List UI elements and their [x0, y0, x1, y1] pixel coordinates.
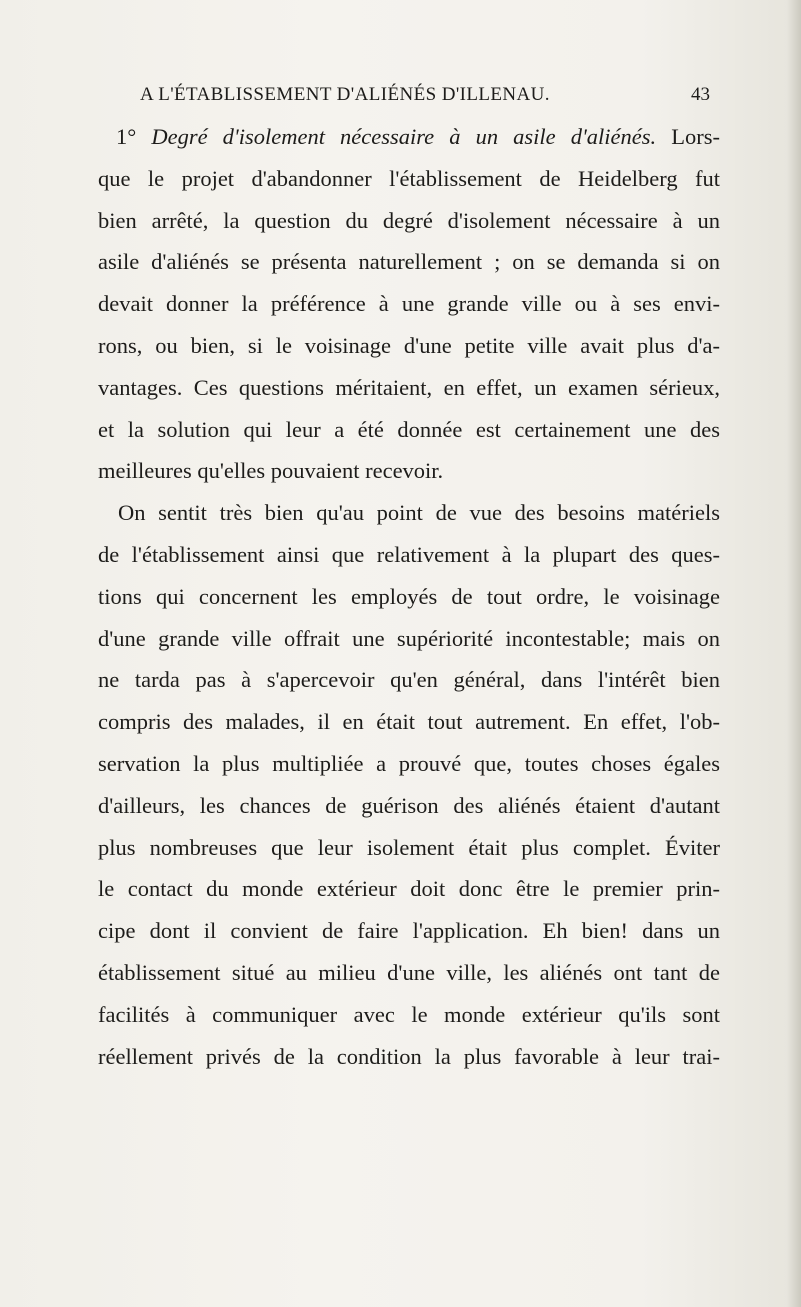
text-line: d'une grande ville offrait une supériorité incontestable; mais on — [98, 625, 720, 651]
body-text — [98, 116, 720, 1077]
text-line: tions qui concernent les employés de tout ordre, le voisinage — [98, 583, 720, 609]
section-heading: Degré d'isolement nécessaire à un asile d'aliénés. — [151, 124, 657, 149]
paragraph-1 — [98, 116, 720, 492]
text-line: On sentit très bien qu'au point de vue des besoins matériels — [118, 500, 720, 526]
running-head-title: A L'ÉTABLISSEMENT D'ALIÉNÉS D'ILLENAU. — [140, 84, 550, 105]
text-line: réellement privés de la condition la plus favorable à leur trai- — [98, 1043, 720, 1069]
text-line: compris des malades, il en était tout autrement. En effet, l'ob- — [98, 709, 720, 735]
text-line: facilités à communiquer avec le monde extérieur qu'ils sont — [98, 1001, 720, 1027]
text-line: servation la plus multipliée a prouvé que, toutes choses égales — [98, 750, 720, 776]
text-line: meilleures qu'elles pouvaient recevoir. — [98, 458, 444, 484]
running-head — [140, 84, 710, 110]
text-line: d'ailleurs, les chances de guérison des aliénés étaient d'autant — [98, 792, 720, 818]
paragraph-2 — [98, 492, 720, 1077]
text-line: établissement situé au milieu d'une ville, les aliénés ont tant de — [98, 959, 720, 985]
text-line: cipe dont il convient de faire l'application. Eh bien! dans un — [98, 918, 720, 944]
page-number: 43 — [691, 84, 710, 105]
text-line: plus nombreuses que leur isolement était plus complet. Éviter — [98, 834, 720, 860]
page-edge-shadow — [787, 0, 801, 1307]
text-line: asile d'aliénés se présenta naturellement ; on se demanda si on — [98, 249, 720, 275]
text-line: de l'établissement ainsi que relativement à la plupart des ques- — [98, 541, 720, 567]
text-line: rons, ou bien, si le voisinage d'une petite ville avait plus d'a- — [98, 332, 720, 358]
text-line: vantages. Ces questions méritaient, en effet, un examen sérieux, — [98, 374, 720, 400]
text-line: bien arrêté, la question du degré d'isolement nécessaire à un — [98, 207, 720, 233]
text-line: et la solution qui leur a été donnée est certainement une des — [98, 416, 720, 442]
text-line: devait donner la préférence à une grande ville ou à ses envi- — [98, 291, 720, 317]
section-number: 1° — [116, 124, 137, 149]
text-line: Lors- — [656, 124, 720, 149]
text-line: que le projet d'abandonner l'établissement de Heidelberg fut — [98, 165, 720, 191]
paragraph-1-line-1 — [98, 116, 720, 158]
text-line: ne tarda pas à s'apercevoir qu'en général, dans l'intérêt bien — [98, 667, 720, 693]
text-line: le contact du monde extérieur doit donc être le premier prin- — [98, 876, 720, 902]
